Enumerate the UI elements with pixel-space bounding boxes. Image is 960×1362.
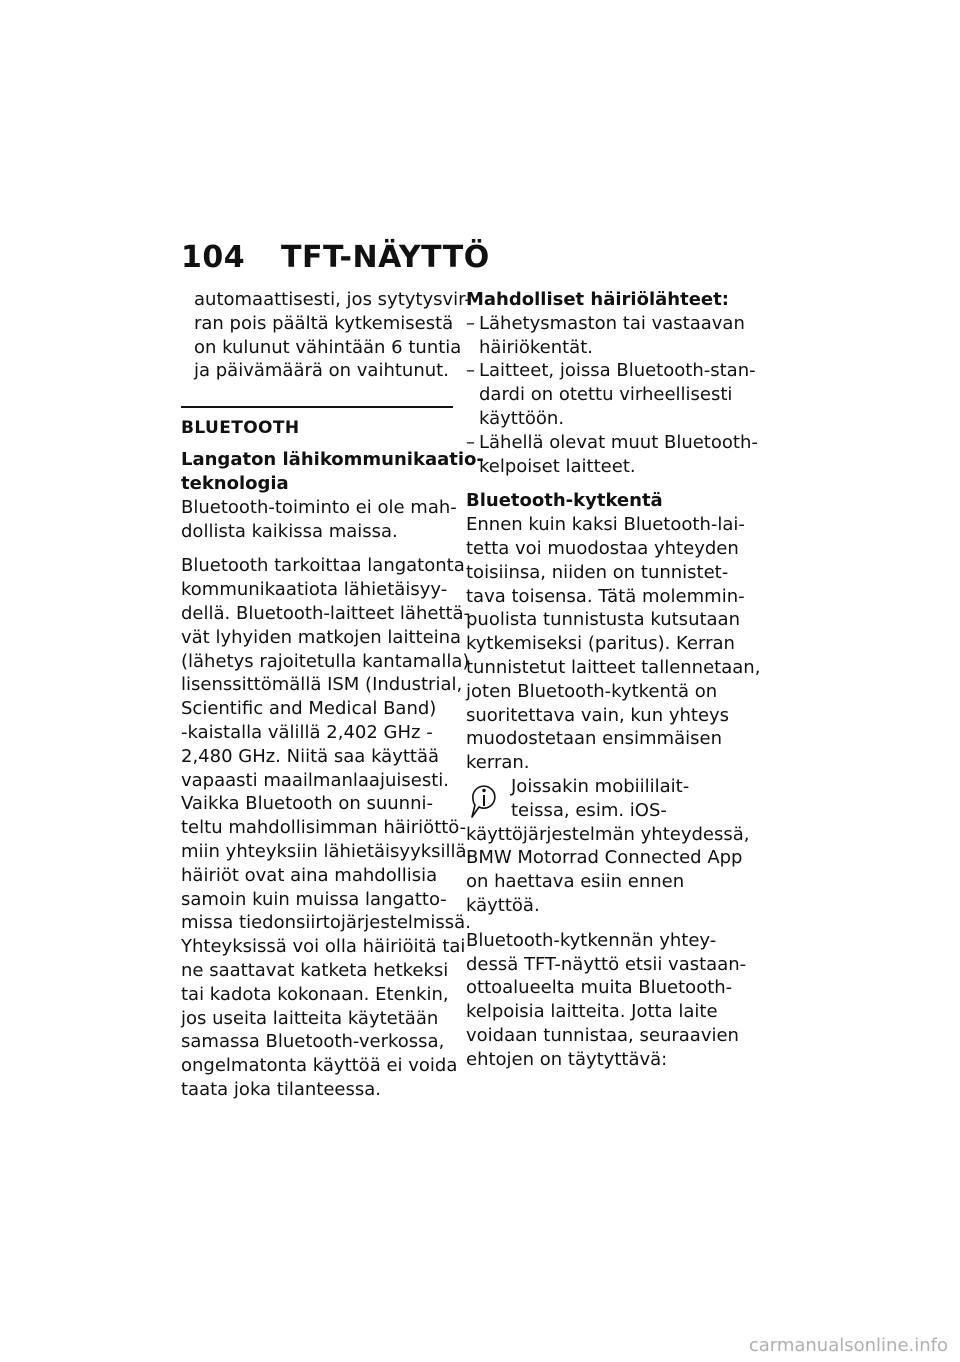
note-line: Joissakin mobiililait- (511, 775, 690, 797)
text-line: Bluetooth-toiminto ei ole mah- (181, 496, 457, 518)
subheading-line: teknologia (181, 472, 289, 494)
text-line: muodostetaan ensimmäisen (466, 728, 722, 750)
text-line: Scientific and Medical Band) (181, 698, 437, 720)
note-line: käyttöjärjestelmän yhteydessä, (466, 823, 750, 845)
text-line: Ennen kuin kaksi Bluetooth-lai- (466, 514, 745, 536)
list-item-text: Lähetysmaston tai vastaavan (479, 312, 745, 334)
note-line: teissa, esim. iOS- (511, 799, 667, 821)
note-line: BMW Motorrad Connected App (466, 847, 743, 869)
bullet-dash: – (466, 431, 475, 453)
intro-paragraph (181, 288, 471, 383)
section-divider (181, 406, 453, 408)
text-line: suoritettava vain, kun yhteys (466, 704, 730, 726)
text-line: kytkemiseksi (paritus). Kerran (466, 633, 735, 655)
text-line: Vaikka Bluetooth on suunni- (181, 793, 433, 815)
pairing-heading: Bluetooth-kytkentä (466, 490, 663, 512)
subheading-line: Langaton lähikommunikaatio- (181, 449, 484, 471)
text-line: ehtojen on täytyttävä: (466, 1048, 668, 1070)
text-line: Bluetooth tarkoittaa langatonta (181, 555, 465, 577)
text-line: joten Bluetooth-kytkentä on (466, 680, 718, 702)
list-item-text: Lähellä olevat muut Bluetooth- (479, 431, 758, 453)
note-line: on haettava esiin ennen (466, 871, 685, 893)
text-line: taata joka tilanteessa. (181, 1078, 382, 1100)
bluetooth-description-paragraph (181, 554, 473, 1101)
text-line: teltu mahdollisimman häiriöttö- (181, 817, 467, 839)
text-line: Yhteyksissä voi olla häiriöitä tai (181, 936, 466, 958)
right-column (466, 288, 761, 1072)
text-line: häiriöt ovat aina mahdollisia (181, 864, 438, 886)
text-line: puolista tunnistusta kutsutaan (466, 609, 740, 631)
text-line: kommunikaatiota lähietäisyy- (181, 579, 448, 601)
text-line: dellä. Bluetooth-laitteet lähettä- (181, 602, 471, 624)
list-item-text: kelpoiset laitteet. (479, 455, 636, 477)
section-title: BLUETOOTH (181, 418, 300, 439)
search-paragraph (466, 929, 747, 1072)
interference-list (466, 312, 758, 479)
text-line: tetta voi muodostaa yhteyden (466, 537, 739, 559)
text-line: tava toisensa. Tätä molemmin- (466, 585, 745, 607)
text-line: voidaan tunnistaa, seuraavien (466, 1024, 739, 1046)
interference-heading: Mahdolliset häiriölähteet: (466, 289, 729, 310)
list-item (466, 359, 756, 383)
list-item-text: Laitteet, joissa Bluetooth-stan- (479, 360, 756, 382)
watermark: carmanualsonline.info (748, 1335, 948, 1356)
left-column (181, 288, 484, 1102)
text-line: ja päivämäärä on vaihtunut. (194, 360, 449, 382)
availability-paragraph (181, 496, 457, 544)
text-line: on kulunut vähintään 6 tuntia (194, 336, 462, 358)
text-line: -kaistalla välillä 2,402 GHz - (181, 721, 433, 743)
text-line: Bluetooth-kytkennän yhtey- (466, 929, 717, 951)
list-item (466, 312, 745, 336)
text-line: dessä TFT-näyttö etsii vastaan- (466, 953, 747, 975)
note-line: käyttöä. (466, 894, 540, 916)
text-line: vapaasti maailmanlaajuisesti. (181, 769, 449, 791)
text-line: kerran. (466, 752, 530, 774)
text-line: dollista kaikissa maissa. (181, 520, 398, 542)
text-line: 2,480 GHz. Niitä saa käyttää (181, 745, 440, 767)
info-note (466, 775, 750, 918)
text-line: ne saattavat katketa hetkeksi (181, 959, 449, 981)
pairing-paragraph (466, 513, 761, 775)
text-line: automaattisesti, jos sytytysvir- (194, 289, 471, 310)
text-line: miin yhteyksiin lähietäisyyksillä, (181, 840, 473, 862)
text-line: tunnistetut laitteet tallennetaan, (466, 656, 761, 678)
list-item (466, 431, 758, 455)
text-line: ran pois päältä kytkemisestä (194, 312, 454, 334)
page-number: 104 (181, 240, 246, 275)
text-line: ongelmatonta käyttöä ei voida (181, 1055, 458, 1077)
subheading (181, 448, 484, 496)
text-line: missa tiedonsiirtojärjestelmissä. (181, 912, 471, 934)
bullet-dash: – (466, 360, 475, 382)
info-icon (467, 779, 501, 821)
list-item-text: häiriökentät. (479, 336, 593, 358)
text-line: lisenssittömällä ISM (Industrial, (181, 674, 463, 696)
text-line: samassa Bluetooth-verkossa, (181, 1031, 445, 1053)
page-title: TFT-NÄYTTÖ (281, 240, 490, 275)
text-line: (lähetys rajoitetulla kantamalla) (181, 650, 470, 672)
list-item-text: käyttöön. (479, 407, 565, 429)
text-line: toisiinsa, niiden on tunnistet- (466, 561, 729, 583)
text-line: vät lyhyiden matkojen laitteina (181, 626, 462, 648)
text-line: jos useita laitteita käytetään (181, 1007, 439, 1029)
list-item-text: dardi on otettu virheellisesti (479, 384, 733, 406)
text-line: tai kadota kokonaan. Etenkin, (181, 983, 449, 1005)
text-line: ottoalueelta muita Bluetooth- (466, 977, 733, 999)
text-line: samoin kuin muissa langatto- (181, 888, 447, 910)
bullet-dash: – (466, 312, 475, 334)
text-line: kelpoisia laitteita. Jotta laite (466, 1001, 718, 1023)
